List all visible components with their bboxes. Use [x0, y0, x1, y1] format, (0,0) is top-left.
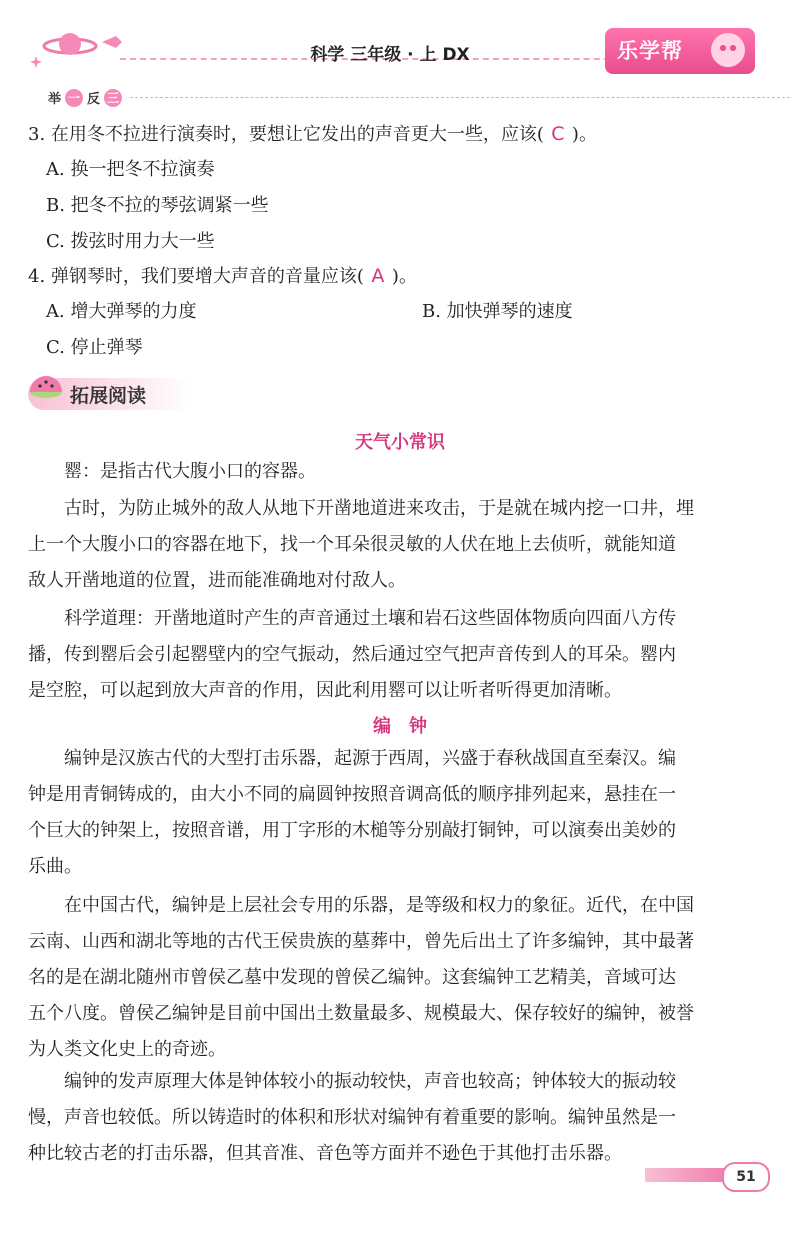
brand-logo [605, 28, 755, 74]
question-3 [28, 122, 597, 147]
article-2-paragraph-3 [28, 1064, 774, 1172]
text-line: 科学道理：开凿地道时产生的声音通过土壤和岩石这些固体物质向四面八方传 [64, 608, 676, 629]
question-3-stem-end: )。 [571, 124, 597, 145]
article-1-paragraph-1 [28, 454, 774, 490]
question-3-option-b: B. 把冬不拉的琴弦调紧一些 [46, 195, 269, 216]
tag-char-3: 反 [87, 92, 101, 107]
question-4-option-a: A. 增大弹琴的力度 [46, 301, 197, 322]
page-header-title: 科学 三年级 · 上 DX [310, 45, 470, 65]
text-line: 五个八度。曾侯乙编钟是目前中国出土数量最多、规模最大、保存较好的编钟，被誉 [28, 1003, 694, 1024]
text-line: 乐曲。 [28, 856, 82, 877]
text-line: 编钟的发声原理大体是钟体较小的振动较快，声音也较高；钟体较大的振动较 [64, 1071, 676, 1092]
tag-char-4: 三 [104, 89, 122, 107]
planet-icon [40, 28, 100, 64]
text-line: 古时，为防止城外的敌人从地下开凿地道进来攻击，于是就在城内挖一口井，埋 [64, 498, 694, 519]
question-4 [28, 264, 417, 289]
section-tag [48, 88, 122, 107]
star-icon [30, 56, 42, 68]
article-2-paragraph-2 [28, 888, 774, 1068]
text-line: 罂：是指古代大腹小口的容器。 [64, 461, 316, 482]
text-line: 慢，声音也较低。所以铸造时的体积和形状对编钟有着重要的影响。编钟虽然是一 [28, 1107, 676, 1128]
page-number-bar [645, 1168, 730, 1182]
question-4-stem-end: )。 [391, 266, 417, 287]
watermelon-icon [28, 370, 64, 406]
question-4-answer: A [371, 265, 385, 287]
text-line: 钟是用青铜铸成的，由大小不同的扁圆钟按照音调高低的顺序排列起来，悬挂在一 [28, 784, 676, 805]
question-4-option-c: C. 停止弹琴 [46, 337, 143, 358]
tag-char-2: 一 [65, 89, 83, 107]
question-3-stem: 3. 在用冬不拉进行演奏时，要想让它发出的声音更大一些，应该( [28, 124, 544, 145]
section-banner-title: 拓展阅读 [70, 385, 147, 407]
text-line: 敌人开凿地道的位置，进而能准确地对付敌人。 [28, 570, 406, 591]
page-number: 51 [722, 1162, 770, 1192]
article-1-title: 天气小常识 [355, 432, 445, 453]
brand-logo-text: 乐学帮 [617, 39, 683, 63]
article-2-title: 编 钟 [373, 716, 427, 737]
question-3-option-c: C. 拨弦时用力大一些 [46, 231, 215, 252]
text-line: 为人类文化史上的奇迹。 [28, 1039, 226, 1060]
text-line: 种比较古老的打击乐器，但其音准、音色等方面并不逊色于其他打击乐器。 [28, 1143, 622, 1164]
text-line: 播，传到罂后会引起罂壁内的空气振动，然后通过空气把声音传到人的耳朵。罂内 [28, 644, 676, 665]
text-line: 名的是在湖北随州市曾侯乙墓中发现的曾侯乙编钟。这套编钟工艺精美，音域可达 [28, 967, 676, 988]
text-line: 编钟是汉族古代的大型打击乐器，起源于西周，兴盛于春秋战国直至秦汉。编 [64, 748, 676, 769]
mascot-icon [711, 33, 745, 67]
question-4-stem: 4. 弹钢琴时，我们要增大声音的音量应该( [28, 266, 364, 287]
article-2-paragraph-1 [28, 741, 774, 885]
text-line: 在中国古代，编钟是上层社会专用的乐器，是等级和权力的象征。近代，在中国 [64, 895, 694, 916]
question-3-option-a: A. 换一把冬不拉演奏 [46, 159, 215, 180]
text-line: 上一个大腹小口的容器在地下，找一个耳朵很灵敏的人伏在地上去侦听，就能知道 [28, 534, 676, 555]
question-4-option-b: B. 加快弹琴的速度 [422, 301, 573, 322]
text-line: 云南、山西和湖北等地的古代王侯贵族的墓葬中，曾先后出土了许多编钟，其中最著 [28, 931, 694, 952]
question-3-answer: C [551, 123, 565, 145]
tag-divider [130, 97, 790, 98]
rocket-icon [100, 32, 124, 52]
text-line: 个巨大的钟架上，按照音谱，用丁字形的木槌等分别敲打铜钟，可以演奏出美妙的 [28, 820, 676, 841]
article-1-paragraph-2 [28, 491, 774, 599]
tag-char-1: 举 [48, 92, 62, 107]
text-line: 是空腔，可以起到放大声音的作用，因此利用罂可以让听者听得更加清晰。 [28, 680, 622, 701]
article-1-paragraph-3 [28, 601, 774, 709]
